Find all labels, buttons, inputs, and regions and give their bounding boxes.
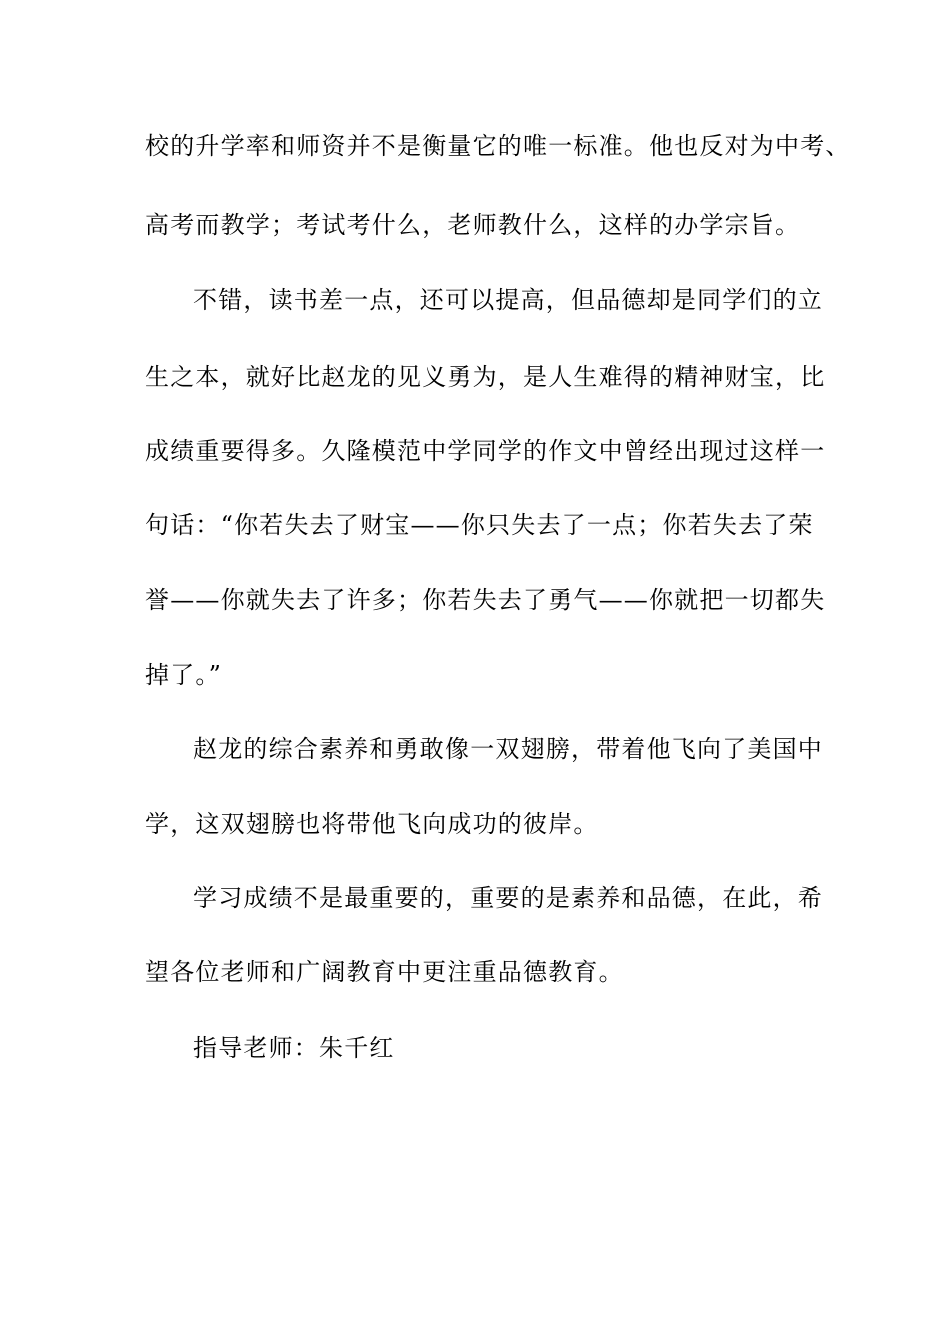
paragraph-line: 成绩重要得多。久隆模范中学同学的作文中曾经出现过这样一: [145, 437, 826, 465]
paragraph-line: 不错，读书差一点，还可以提高，但品德却是同学们的立: [193, 286, 823, 314]
paragraph-line: 高考而教学；考试考什么，老师教什么，这样的办学宗旨。: [145, 211, 801, 239]
paragraph-line: 学，这双翅膀也将带他飞向成功的彼岸。: [145, 810, 599, 838]
paragraph-line: 生之本，就好比赵龙的见义勇为，是人生难得的精神财宝，比: [145, 363, 826, 391]
paragraph-line: 句话：“你若失去了财宝——你只失去了一点；你若失去了荣: [145, 511, 814, 539]
paragraph-line: 赵龙的综合素养和勇敢像一双翅膀，带着他飞向了美国中: [193, 735, 823, 763]
paragraph-line: 掉了。”: [145, 661, 223, 689]
paragraph-line: 誉——你就失去了许多；你若失去了勇气——你就把一切都失: [145, 586, 826, 614]
paragraph-line: 校的升学率和师资并不是衡量它的唯一标准。他也反对为中考、: [145, 132, 851, 160]
advisor-line: 指导老师：朱千红: [193, 1034, 395, 1062]
paragraph-line: 学习成绩不是最重要的，重要的是素养和品德，在此，希: [193, 884, 823, 912]
paragraph-line: 望各位老师和广阔教育中更注重品德教育。: [145, 958, 624, 986]
